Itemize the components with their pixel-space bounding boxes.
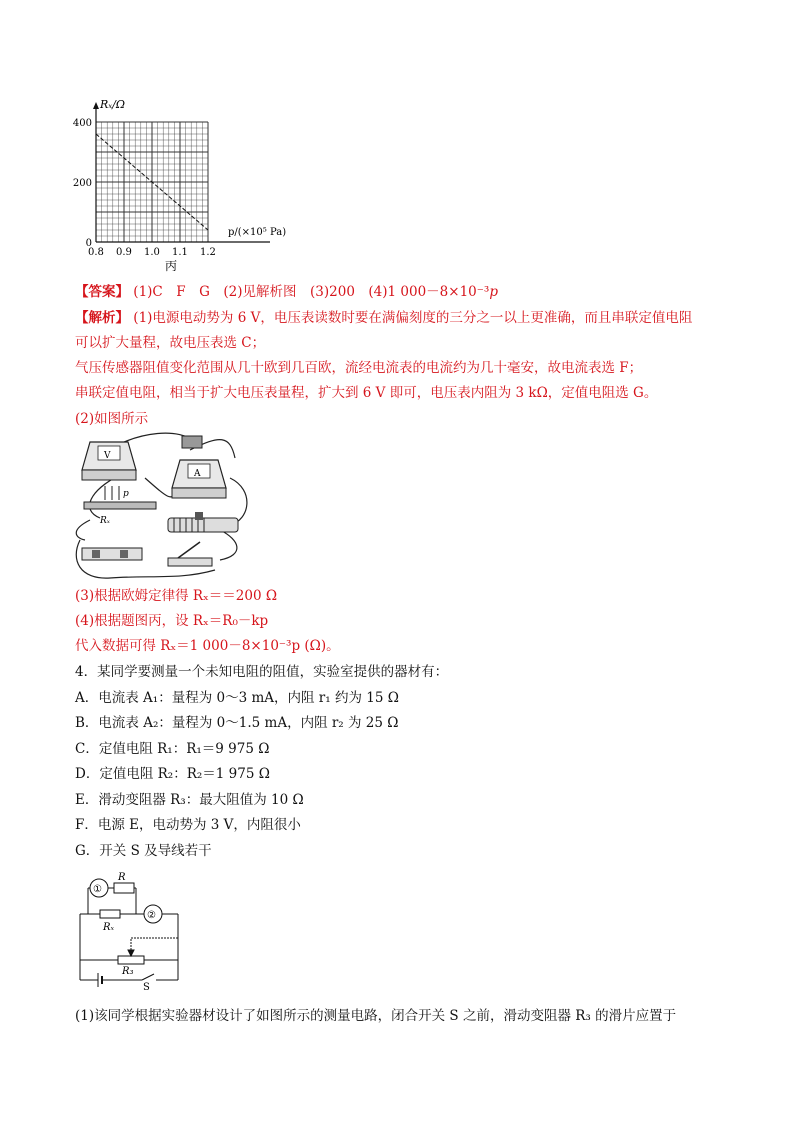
q4-option-b: B．电流表 A₂：量程为 0～1.5 mA，内阻 r₂ 为 25 Ω <box>75 715 399 731</box>
rx-vs-p-chart <box>60 92 320 277</box>
analysis-line-1 <box>75 309 692 327</box>
answer-line <box>75 283 498 301</box>
answer-var: p <box>489 284 498 300</box>
ammeter-icon <box>172 460 226 498</box>
x-tick-label: 0.9 <box>116 247 132 258</box>
svg-text:V: V <box>104 451 111 461</box>
q4-option-d: D．定值电阻 R₂：R₂＝1 975 Ω <box>75 766 270 782</box>
analysis-line-8: 代入数据可得 Rₓ＝1 000－8×10⁻³p (Ω)。 <box>75 638 340 654</box>
figure-caption: 丙 <box>165 259 178 273</box>
analysis-line-2: 可以扩大量程，故电压表选 C； <box>75 335 266 351</box>
svg-text:R₃: R₃ <box>122 966 134 977</box>
svg-text:②: ② <box>147 910 156 921</box>
x-tick-label: 1.0 <box>144 247 160 258</box>
y-tick-label: 400 <box>72 118 92 129</box>
svg-text:S: S <box>143 982 150 990</box>
q4-option-a: A．电流表 A₁：量程为 0～3 mA，内阻 r₁ 约为 15 Ω <box>75 690 399 706</box>
answer-tag: 【答案】 <box>75 284 129 300</box>
analysis-text-1: (1)电源电动势为 6 V，电压表读数时要在满偏刻度的三分之一以上更准确，而且串联定值电阻 <box>133 310 693 326</box>
q4-stem: 4．某同学要测量一个未知电阻的阻值，实验室提供的器材有： <box>75 664 449 680</box>
analysis-line-7: (4)根据题图丙，设 Rₓ＝R₀－kp <box>75 613 269 629</box>
y-axis-label: Rₓ/Ω <box>100 98 126 111</box>
analysis-line-5: (2)如图所示 <box>75 411 149 427</box>
switch-icon <box>168 542 212 566</box>
svg-text:Rₓ: Rₓ <box>103 922 115 933</box>
analysis-line-3: 气压传感器阻值变化范围从几十欧到几百欧，流经电流表的电流约为几十毫安，故电流表选 F； <box>75 360 643 376</box>
x-tick-label: 1.1 <box>172 247 188 258</box>
chart-axes <box>93 102 270 242</box>
pressure-sensor-icon <box>84 486 156 526</box>
y-tick-label: 0 <box>85 238 92 249</box>
analysis-line-4: 串联定值电阻，相当于扩大电压表量程，扩大到 6 V 即可，电压表内阻为 3 kΩ，定值电阻选 G。 <box>75 385 658 401</box>
analysis-line-6: (3)根据欧姆定律得 Rₓ＝＝200 Ω <box>75 588 278 604</box>
answer-text: (1)C F G (2)见解析图 (3)200 (4)1 000－8×10⁻³ <box>133 284 490 300</box>
q4-option-f: F．电源 E，电动势为 3 V，内阻很小 <box>75 817 301 833</box>
y-tick-label: 200 <box>72 178 92 189</box>
q4-sub-question-1: (1)该同学根据实验器材设计了如图所示的测量电路，闭合开关 S 之前，滑动变阻器 R₃ 的滑片应置于 <box>75 1008 677 1024</box>
q4-option-c: C．定值电阻 R₁：R₁＝9 975 Ω <box>75 741 270 757</box>
svg-text:R: R <box>118 872 126 883</box>
svg-text:①: ① <box>93 884 102 895</box>
q4-option-g: G．开关 S 及导线若干 <box>75 843 212 859</box>
svg-text:A: A <box>194 469 201 479</box>
svg-text:p: p <box>123 489 129 499</box>
rheostat-icon <box>168 512 238 532</box>
wiring-photo-figure <box>70 430 260 585</box>
x-tick-label: 0.8 <box>88 247 104 258</box>
q4-option-e: E．滑动变阻器 R₃：最大阻值为 10 Ω <box>75 792 304 808</box>
x-axis-label: p/(×10⁵ Pa) <box>228 227 287 238</box>
x-tick-label: 1.2 <box>200 247 216 258</box>
analysis-tag: 【解析】 <box>75 310 129 326</box>
voltmeter-icon <box>82 442 136 480</box>
battery-icon <box>182 436 202 448</box>
measurement-circuit-diagram <box>70 868 190 990</box>
svg-text:Rₓ: Rₓ <box>100 516 110 526</box>
resistor-box-icon <box>82 548 142 560</box>
